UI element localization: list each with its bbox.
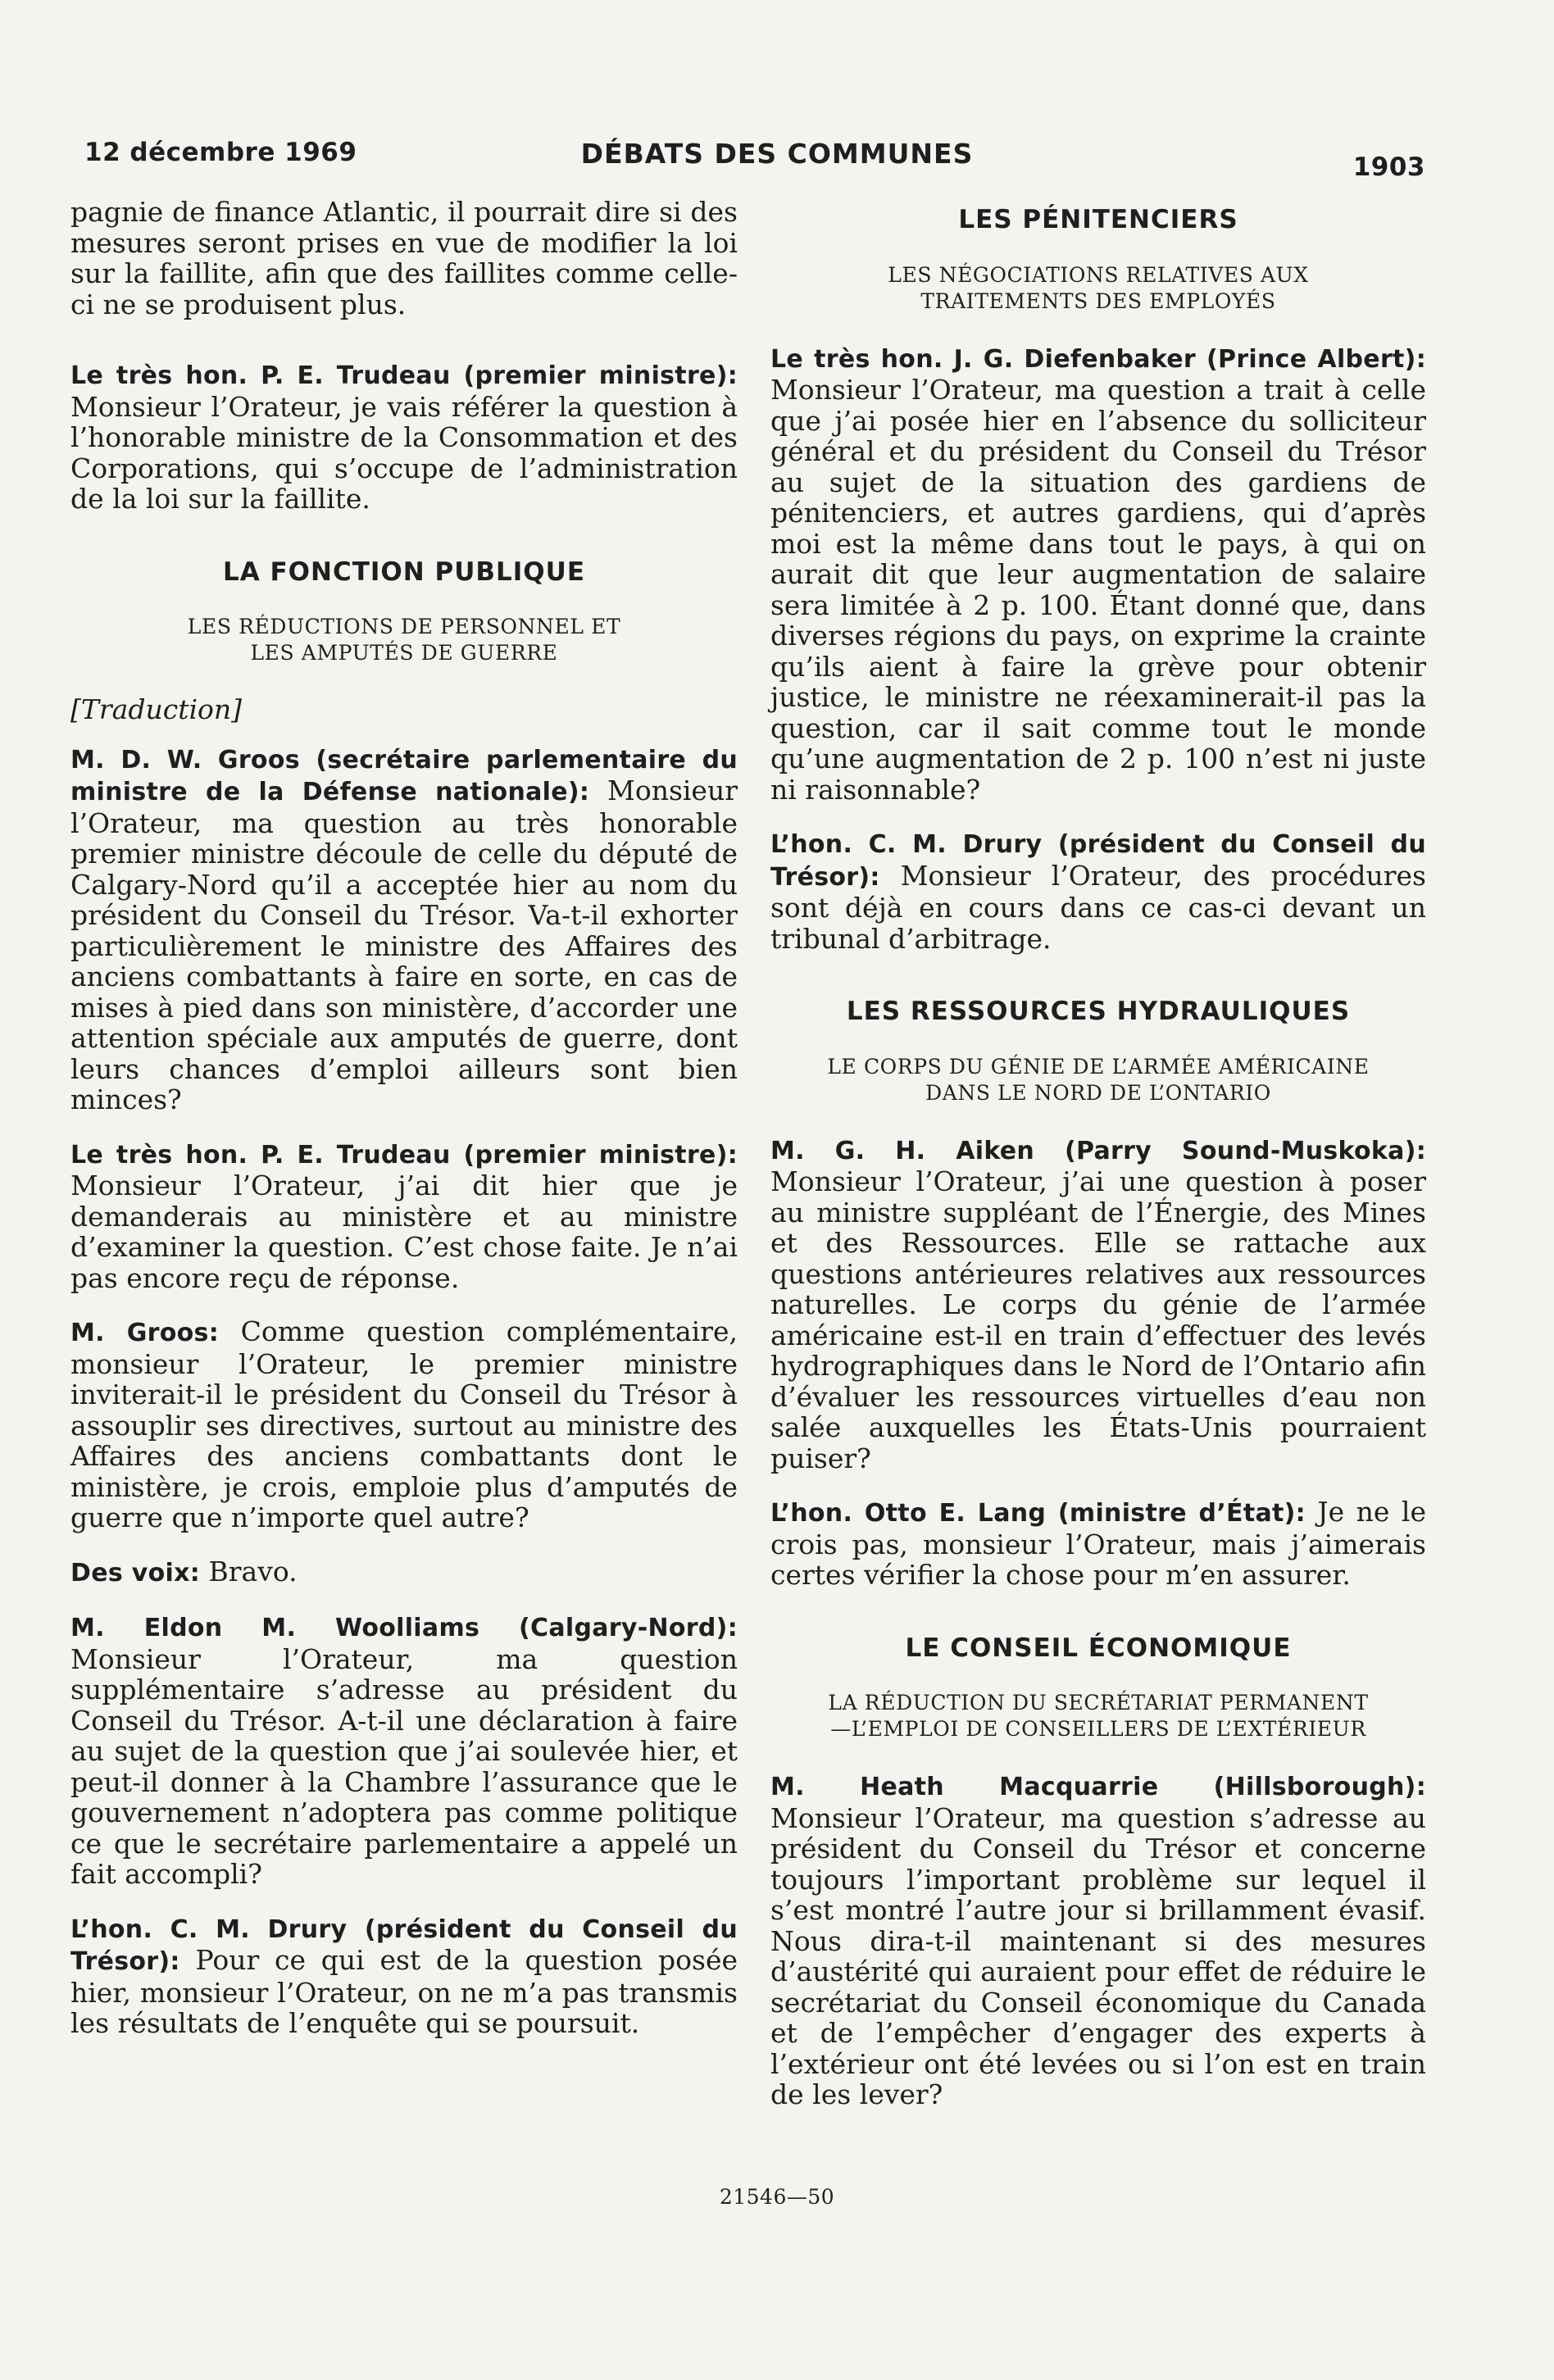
subheading — [770, 1054, 1426, 1106]
speech-text: Je ne le crois pas, monsieur l’Orateur, mais j’aimerais certes vérifier la chose pour m’en assurer. — [770, 1496, 1426, 1591]
speaker-name: Des voix: — [70, 1558, 201, 1587]
left-column — [70, 197, 738, 2062]
subheading — [770, 262, 1426, 315]
section-heading: LES RESSOURCES HYDRAULIQUES — [846, 997, 1351, 1026]
paragraph: pagnie de finance Atlantic, il pourrait dire si des mesures seront prises en vue de modifier la loi sur la faillite, afin que des faillites comme celle-ci ne se produisent plus. — [70, 196, 738, 320]
speaker-name: M. Eldon M. Woolliams (Calgary-Nord): — [70, 1614, 738, 1642]
speech-text: Comme question complémentaire, monsieur l’Orateur, le premier ministre inviterait-il le président du Conseil du Trésor à assouplir ses directives, surtout au ministre des Affaires des anciens combattants dont le ministère, je crois, emploie plus d’amputés de guerre que n’importe quel autre? — [70, 1315, 738, 1533]
speech-text: Monsieur l’Orateur, ma question supplémentaire s’adresse au président du Conseil du Trésor. A-t-il une déclaration à faire au sujet de la question que j’ai soulevée hier, et peut-il donner à la Chambre l’assurance que le gouvernement n’adoptera pas comme politique ce que le secrétaire parlementaire a appelé un fait accompli? — [70, 1642, 738, 1890]
speaker-name: M. Groos: — [70, 1319, 219, 1347]
speech-text: Pour ce qui est de la question posée hier, monsieur l’Orateur, on ne m’a pas transmis les résultats de l’enquête qui se poursuit. — [70, 1944, 738, 2039]
section-heading: LE CONSEIL ÉCONOMIQUE — [905, 1633, 1292, 1663]
speech-text: Monsieur l’Orateur, je vais référer la question à l’honorable ministre de la Consommation et des Corporations, qui s’occupe de l’administration de la loi sur la faillite. — [70, 390, 738, 515]
speech — [70, 743, 738, 1115]
speech — [70, 1611, 738, 1890]
subheading — [70, 614, 738, 666]
speech-text: Monsieur l’Orateur, ma question a trait à celle que j’ai posée hier en l’absence du solliciteur général et du président du Conseil du Trésor au sujet de la situation des gardiens de pénitenciers, et autres gardiens, qui d’après moi est la même dans tout le pays, à qui on aurait dit que leur augmentation de salaire sera limitée à 2 p. 100. Étant donné que, dans diverses régions du pays, on exprime la crainte qu’ils aient à faire la grève pour obtenir justice, le ministre ne réexaminerait-il pas la question, car il sait comme tout le monde qu’une augmentation de 2 p. 100 n’est ni juste ni raisonnable? — [770, 374, 1426, 806]
speech — [770, 1134, 1426, 1474]
subheading-line: LE CORPS DU GÉNIE DE L’ARMÉE AMÉRICAINE — [827, 1054, 1370, 1079]
speech-text: Monsieur l’Orateur, des procédures sont déjà en cours dans ce cas-ci devant un tribunal d’arbitrage. — [770, 859, 1426, 955]
speech — [770, 1770, 1426, 2110]
right-column — [770, 205, 1426, 2133]
subheading-line: LES AMPUTÉS DE GUERRE — [250, 641, 558, 665]
speaker-name: M. D. W. Groos (secrétaire parlementaire du ministre de la Défense nationale): — [70, 745, 738, 806]
speech — [70, 1138, 738, 1294]
speech — [770, 343, 1426, 806]
subheading-line: —L’EMPLOI DE CONSEILLERS DE L’EXTÉRIEUR — [830, 1717, 1366, 1741]
subheading-line: LES RÉDUCTIONS DE PERSONNEL ET — [187, 615, 621, 638]
speaker-name: L’hon. C. M. Drury (président du Conseil du Trésor): — [770, 830, 1426, 892]
speech — [70, 1913, 738, 2039]
speaker-name: Le très hon. P. E. Trudeau (premier ministre): — [70, 1140, 738, 1170]
speech — [70, 359, 738, 515]
header-date: 12 décembre 1969 — [84, 138, 357, 167]
subheading-line: LA RÉDUCTION DU SECRÉTARIAT PERMANENT — [828, 1691, 1369, 1715]
speech — [770, 1497, 1426, 1591]
speaker-name: Le très hon. P. E. Trudeau (premier ministre): — [70, 361, 738, 390]
subheading-line: DANS LE NORD DE L’ONTARIO — [925, 1080, 1271, 1105]
speaker-name: M. G. H. Aiken (Parry Sound-Muskoka): — [770, 1136, 1426, 1165]
speech — [70, 1556, 738, 1589]
subheading-line: TRAITEMENTS DES EMPLOYÉS — [920, 288, 1276, 313]
speech-text: Monsieur l’Orateur, j’ai dit hier que je demanderais au ministère et au ministre d’examiner la question. C’est chose faite. Je n’ai pas encore reçu de réponse. — [70, 1170, 738, 1294]
speech — [770, 828, 1426, 954]
speech-text: Monsieur l’Orateur, j’ai une question à poser au ministre suppléant de l’Énergie, des Mines et des Ressources. Elle se rattache aux questions antérieures relatives aux ressources naturelles. Le corps du génie de l’armée américaine est-il en train d’effectuer des levés hydrographiques dans le Nord de l’Ontario afin d’évaluer les ressources virtuelles d’eau non salée auxquelles les États-Unis pourraient puiser? — [770, 1165, 1426, 1474]
speaker-name: L’hon. Otto E. Lang (ministre d’État): — [770, 1499, 1306, 1528]
speech — [70, 1316, 738, 1533]
page-number: 1903 — [1352, 152, 1425, 182]
section-heading: LES PÉNITENCIERS — [958, 205, 1238, 234]
speaker-name: M. Heath Macquarrie (Hillsborough): — [770, 1773, 1426, 1801]
footer-code: 21546—50 — [719, 2185, 835, 2209]
speaker-name: Le très hon. J. G. Diefenbaker (Prince Albert): — [770, 344, 1426, 374]
subheading — [770, 1690, 1426, 1742]
speech-text: Bravo. — [200, 1555, 298, 1587]
translation-marker: [Traduction] — [70, 693, 243, 725]
section-heading: LA FONCTION PUBLIQUE — [222, 556, 586, 587]
speech-text: Monsieur l’Orateur, ma question s’adresse au président du Conseil du Trésor et concerne toujours l’important problème sur lequel il s’est montré l’autre jour si brillamment évasif. Nous dira-t-il maintenant si des mesures d’austérité qui auraient pour effet de réduire le secrétariat du Conseil économique du Canada et de l’empêcher d’engager des experts à l’extérieur ont été levées ou si l’on est en train de les lever? — [770, 1801, 1426, 2110]
header-title: DÉBATS DES COMMUNES — [580, 138, 974, 170]
subheading-line: LES NÉGOCIATIONS RELATIVES AUX — [888, 262, 1309, 287]
speech-text: Monsieur l’Orateur, ma question au très honorable premier ministre découle de celle du député de Calgary-Nord qu’il a acceptée hier au nom du président du Conseil du Trésor. Va-t-il exhorter particulièrement le ministre des Affaires des anciens combattants à faire en sorte, en cas de mises à pied dans son ministère, d’accorder une attention spéciale aux amputés de guerre, dont leurs chances d’emploi ailleurs sont bien minces? — [70, 774, 738, 1115]
speaker-name: L’hon. C. M. Drury (président du Conseil du Trésor): — [70, 1914, 738, 1976]
